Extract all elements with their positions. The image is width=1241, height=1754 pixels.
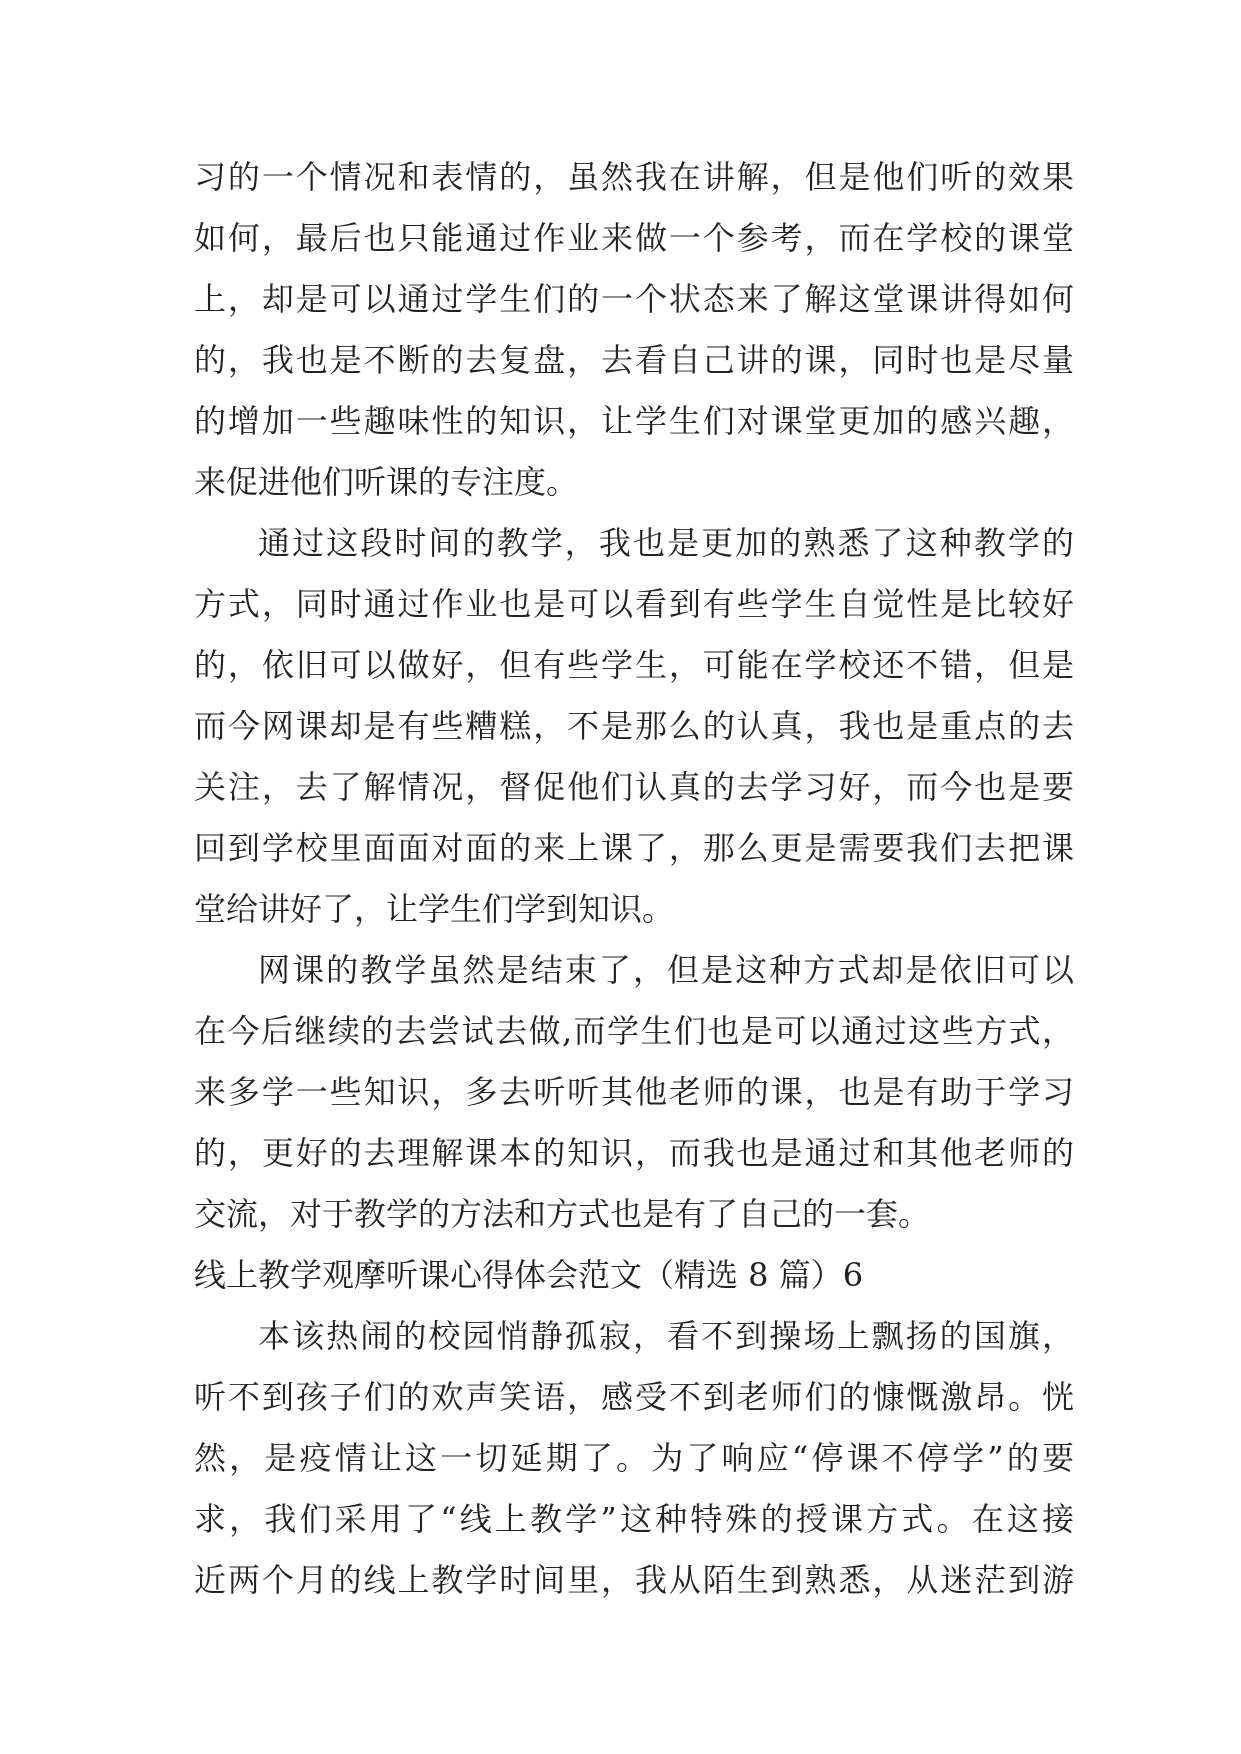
- text-line: 关注，去了解情况，督促他们认真的去学习好，而今也是要: [194, 768, 1074, 806]
- text-line: 方式，同时通过作业也是可以看到有些学生自觉性是比较好: [194, 585, 1074, 623]
- text-line: 上，却是可以通过学生们的一个状态来了解这堂课讲得如何: [194, 280, 1074, 318]
- text-line: 堂给讲好了，让学生们学到知识。: [194, 890, 675, 928]
- text-line: 在今后继续的去尝试去做,而学生们也是可以通过这些方式，: [194, 1012, 1074, 1050]
- document-body: [194, 147, 1074, 1611]
- text-line: 通过这段时间的教学，我也是更加的熟悉了这种教学的: [258, 524, 1074, 562]
- text-line: 网课的教学虽然是结束了，但是这种方式却是依旧可以: [258, 951, 1074, 989]
- text-line: 的增加一些趣味性的知识，让学生们对课堂更加的感兴趣，: [194, 402, 1074, 440]
- paragraph: [194, 147, 1074, 513]
- text-line: 的，我也是不断的去复盘，去看自己讲的课，同时也是尽量: [194, 341, 1074, 379]
- text-line: 来多学一些知识，多去听听其他老师的课，也是有助于学习: [194, 1073, 1074, 1111]
- text-line: 本该热闹的校园悄静孤寂，看不到操场上飘扬的国旗，: [258, 1317, 1074, 1355]
- text-line: 的，更好的去理解课本的知识，而我也是通过和其他老师的: [194, 1134, 1074, 1172]
- text-line: 如何，最后也只能通过作业来做一个参考，而在学校的课堂: [194, 219, 1074, 257]
- text-line: 听不到孩子们的欢声笑语，感受不到老师们的慷慨激昂。恍: [194, 1378, 1074, 1416]
- text-line: 交流，对于教学的方法和方式也是有了自己的一套。: [194, 1195, 931, 1233]
- paragraph: [194, 1306, 1074, 1611]
- text-line: 来促进他们听课的专注度。: [194, 463, 579, 501]
- section-heading: 线上教学观摩听课心得体会范文（精选 8 篇）6: [194, 1256, 864, 1294]
- text-line: 的，依旧可以做好，但有些学生，可能在学校还不错，但是: [194, 646, 1074, 684]
- text-line: 而今网课却是有些糟糕，不是那么的认真，我也是重点的去: [194, 707, 1074, 745]
- text-line: 近两个月的线上教学时间里，我从陌生到熟悉，从迷茫到游: [194, 1561, 1074, 1599]
- text-line: 回到学校里面面对面的来上课了，那么更是需要我们去把课: [194, 829, 1074, 867]
- text-line: 习的一个情况和表情的，虽然我在讲解，但是他们听的效果: [194, 158, 1074, 196]
- text-line: 然，是疫情让这一切延期了。为了响应“停课不停学”的要: [194, 1439, 1074, 1477]
- paragraph: [194, 940, 1074, 1245]
- paragraph: [194, 513, 1074, 940]
- text-line: 求，我们采用了“线上教学”这种特殊的授课方式。在这接: [194, 1500, 1074, 1538]
